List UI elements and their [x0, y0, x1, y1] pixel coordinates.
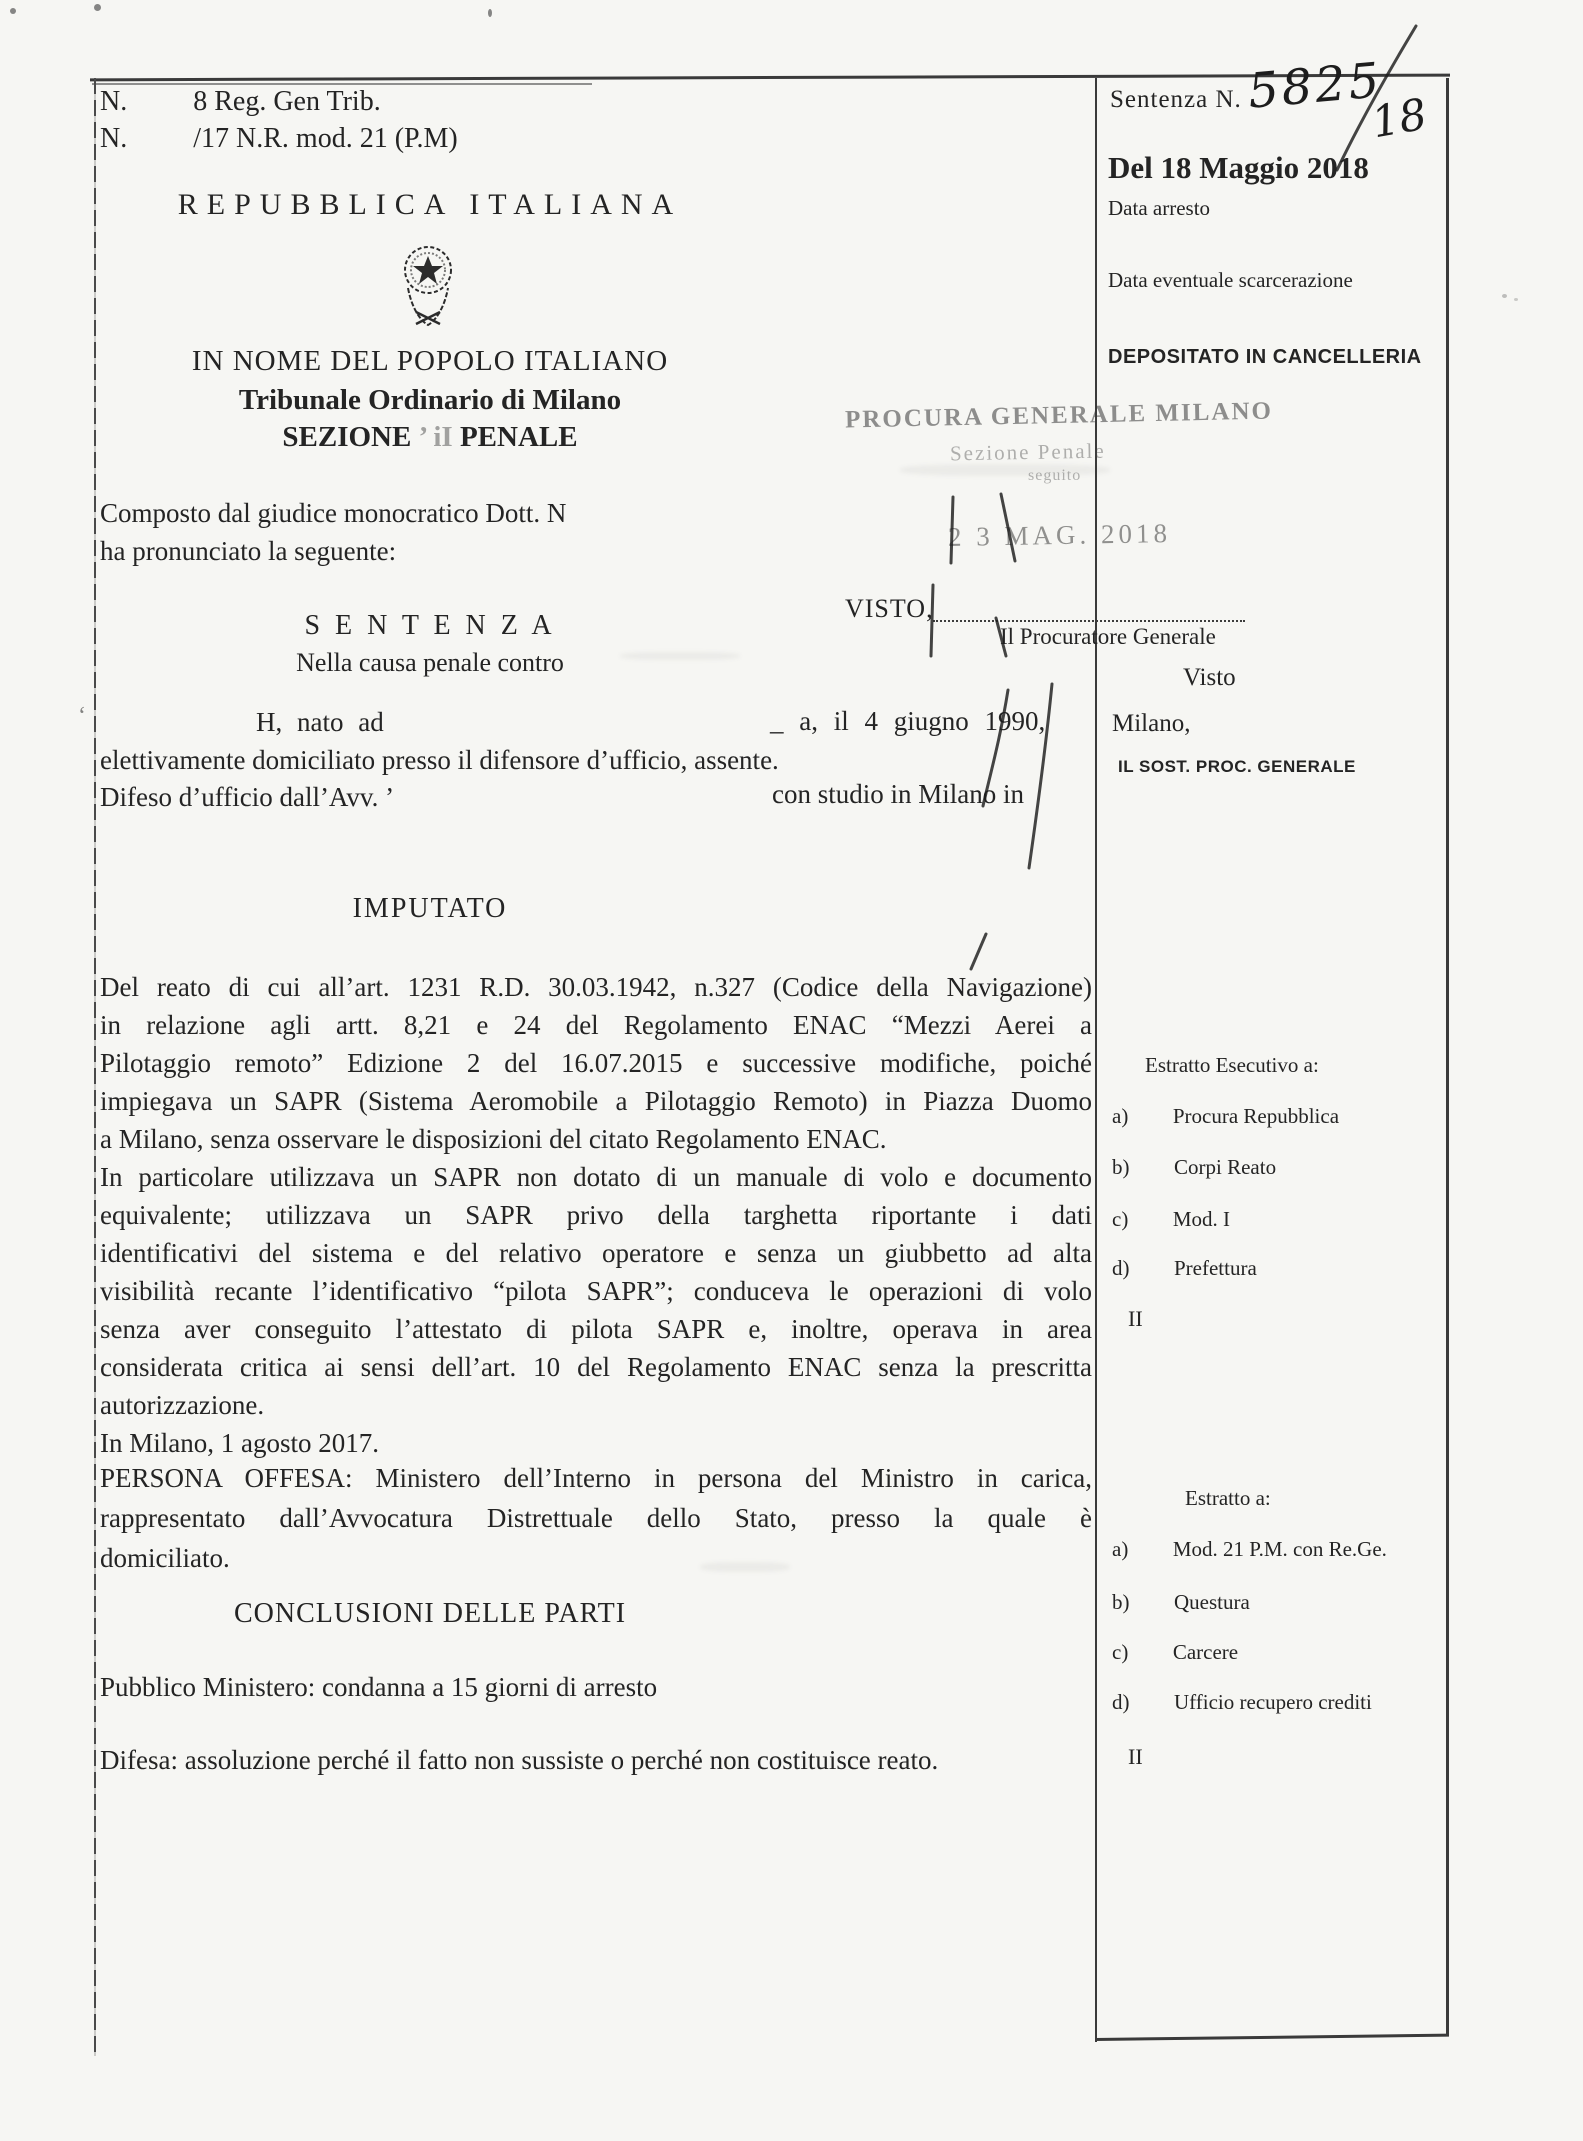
sezione-line	[100, 421, 760, 454]
scan-speck	[94, 4, 101, 11]
left-border	[94, 78, 96, 2056]
scan-speck	[10, 8, 16, 14]
estratto-esecutivo-title: Estratto Esecutivo a:	[1145, 1053, 1319, 1077]
sentenza-title: S E N T E N Z A	[304, 610, 556, 641]
item-key: a)	[1112, 1537, 1129, 1561]
data-arresto-label: Data arresto	[1108, 196, 1211, 220]
in-nome-line: IN NOME DEL POPOLO ITALIANO	[191, 345, 669, 377]
persona-offesa-line: rappresentato dall’Avvocatura Distrettuale dello Stato, presso la quale è	[100, 1503, 1092, 1533]
defendant-name-fragment: H, nato ad	[256, 707, 384, 737]
handwritten-sentenza-year: 18	[1368, 89, 1431, 149]
handwritten-sentenza-number: 5825	[1245, 52, 1385, 120]
sentenza-date-line: Del 18 Maggio 2018	[1108, 150, 1369, 185]
imputato-title: IMPUTATO	[352, 893, 508, 924]
pubblico-ministero-line: Pubblico Ministero: condanna a 15 giorni di arresto	[100, 1672, 658, 1702]
imputato-text-line: senza aver conseguito l’attestato di pilota SAPR e, inoltre, operava in area	[100, 1314, 1092, 1344]
list-item	[1112, 1207, 1230, 1232]
item-key: d)	[1112, 1256, 1130, 1280]
item-key: d)	[1112, 1690, 1130, 1714]
list-item	[1112, 1155, 1276, 1180]
estratto-footer: II	[1128, 1744, 1143, 1769]
registry-row-2	[100, 123, 458, 155]
imputato-text-line: impiegava un SAPR (Sistema Aeromobile a Pilotaggio Remoto) in Piazza Duomo	[100, 1086, 1092, 1116]
estratto-esecutivo-footer: II	[1128, 1306, 1143, 1331]
imputato-text-line: autorizzazione.	[100, 1390, 265, 1420]
list-item	[1112, 1256, 1257, 1281]
difesa-line: Difesa: assoluzione perché il fatto non sussiste o perché non costituisce reato.	[100, 1745, 939, 1775]
sezione-word: SEZIONE	[282, 421, 412, 453]
persona-offesa-line: PERSONA OFFESA: Ministero dell’Interno in persona del Ministro in carica,	[100, 1463, 1092, 1493]
star	[413, 256, 443, 284]
composto-line: Composto dal giudice monocratico Dott. N	[100, 498, 567, 528]
list-item	[1112, 1537, 1387, 1562]
item-label: Mod. I	[1172, 1207, 1230, 1231]
sidebar-bottom-border	[1095, 2034, 1449, 2041]
defendant-domicile-line: elettivamente domiciliato presso il difensore d’ufficio, assente.	[100, 745, 779, 775]
item-key: c)	[1112, 1640, 1129, 1664]
tribunale-line: Tribunale Ordinario di Milano	[238, 384, 622, 416]
item-label: Prefettura	[1174, 1256, 1257, 1280]
item-label: Carcere	[1172, 1640, 1239, 1664]
imputato-text-line: In particolare utilizzava un SAPR non dotato di un manuale di volo e documento	[100, 1162, 1092, 1192]
persona-offesa-line: domiciliato.	[100, 1543, 230, 1573]
item-label: Mod. 21 P.M. con Re.Ge.	[1172, 1537, 1387, 1561]
scan-speck	[1514, 298, 1518, 301]
imputato-text-line: a Milano, senza osservare le disposizioni del citato Regolamento ENAC.	[100, 1124, 887, 1154]
imputato-text-line: identificativi del sistema e del relativo operatore e senza un giubbetto ad alta	[100, 1238, 1092, 1268]
date-stamp: 2 3 MAG. 2018	[947, 518, 1172, 552]
item-key: b)	[1112, 1155, 1130, 1179]
list-item	[1112, 1690, 1372, 1715]
signature-dotted-line	[933, 596, 1245, 622]
republic-title: REPUBBLICA ITALIANA	[177, 188, 683, 221]
sidebar-left-border	[1095, 78, 1097, 2042]
registry-label: N.	[100, 123, 128, 154]
scan-speck	[1502, 294, 1507, 298]
list-item	[1112, 1104, 1339, 1129]
list-item	[1112, 1590, 1250, 1615]
defense-counsel-line: Difeso d’ufficio dall’Avv. ’	[100, 782, 395, 812]
item-label: Corpi Reato	[1174, 1155, 1277, 1179]
procura-stamp-line3: seguito	[1028, 467, 1082, 484]
imputato-date-line: In Milano, 1 agosto 2017.	[100, 1428, 379, 1458]
registry-value: 8 Reg. Gen Trib.	[193, 86, 381, 117]
top-border-inner	[92, 83, 592, 85]
italy-emblem-icon	[396, 226, 460, 332]
imputato-text-line: Pilotaggio remoto” Edizione 2 del 16.07.2015 e successive modifiche, poiché	[100, 1048, 1092, 1078]
sezione-redacted-gap: ’ iI	[418, 421, 453, 453]
registry-label: N.	[100, 86, 128, 117]
data-scarcerazione-label: Data eventuale scarcerazione	[1108, 268, 1353, 292]
item-key: c)	[1112, 1207, 1129, 1231]
registry-row-1	[100, 86, 381, 118]
imputato-text-line: visibilità recante l’identificativo “pilota SAPR”; conduceva le operazioni di volo	[100, 1276, 1092, 1306]
procura-stamp-line2: Sezione Penale	[949, 438, 1106, 466]
imputato-text-line: Del reato di cui all’art. 1231 R.D. 30.03.1942, n.327 (Codice della Navigazione)	[100, 972, 1092, 1002]
stray-quote-mark: ‘	[78, 703, 86, 729]
procura-stamp-line1: PROCURA GENERALE MILANO	[844, 397, 1274, 434]
counsel-office-fragment: con studio in Milano in	[772, 779, 1024, 809]
item-label: Procura Repubblica	[1172, 1104, 1340, 1128]
estratto-title: Estratto a:	[1185, 1486, 1271, 1510]
imputato-text-line: in relazione agli artt. 8,21 e 24 del Regolamento ENAC “Mezzi Aerei a	[100, 1010, 1092, 1040]
sentenza-number-label: Sentenza N.	[1110, 86, 1242, 113]
item-label: Ufficio recupero crediti	[1174, 1690, 1372, 1714]
item-label: Questura	[1174, 1590, 1250, 1614]
conclusioni-title: CONCLUSIONI DELLE PARTI	[233, 1598, 627, 1629]
visto-caps-label: VISTO,	[845, 594, 934, 623]
registry-value: /17 N.R. mod. 21 (P.M)	[193, 123, 458, 154]
pronunciato-line: ha pronunciato la seguente:	[100, 536, 397, 566]
sentenza-subtitle: Nella causa penale contro	[296, 648, 564, 677]
item-key: a)	[1112, 1104, 1129, 1128]
scan-speck	[488, 9, 492, 17]
sost-proc-generale-label: IL SOST. PROC. GENERALE	[1118, 757, 1356, 776]
item-key: b)	[1112, 1590, 1130, 1614]
penale-word: PENALE	[459, 421, 578, 453]
defendant-birth-fragment: _ a, il 4 giugno 1990,	[770, 706, 1046, 736]
depositato-label: DEPOSITATO IN CANCELLERIA	[1108, 346, 1422, 368]
imputato-text-line: equivalente; utilizzava un SAPR privo della targhetta riportante i dati	[100, 1200, 1092, 1230]
milano-label: Milano,	[1112, 710, 1191, 737]
procuratore-generale-label: Il Procuratore Generale	[1000, 624, 1216, 649]
sidebar-right-border	[1446, 78, 1449, 2036]
visto-label: Visto	[1183, 664, 1236, 691]
list-item	[1112, 1640, 1238, 1665]
imputato-text-line: considerata critica ai sensi dell’art. 10 del Regolamento ENAC senza la prescritta	[100, 1352, 1092, 1382]
navigazione-tick	[971, 934, 986, 969]
